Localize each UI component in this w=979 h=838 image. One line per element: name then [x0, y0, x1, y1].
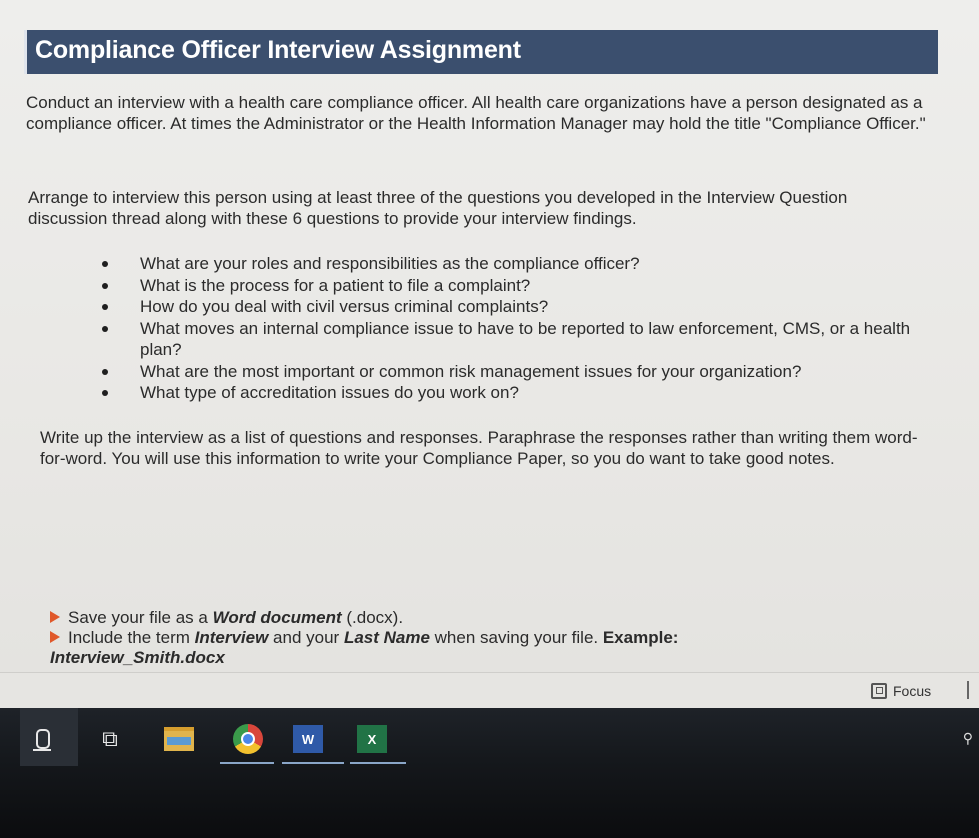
excel-icon: X: [357, 725, 387, 753]
microphone-icon: [36, 729, 50, 749]
arrange-paragraph: Arrange to interview this person using at least three of the questions you developed in the Interview Question discussion thread along with these 6 questions to provide your interview findings.: [28, 188, 848, 228]
excel-active-indicator: [350, 762, 406, 764]
save-instructions: [50, 608, 930, 668]
chrome-icon: [233, 724, 263, 754]
page-title: Compliance Officer Interview Assignment: [35, 36, 521, 64]
bullet-icon: [102, 283, 108, 289]
word-active-indicator: [282, 762, 344, 764]
intro-paragraph: Conduct an interview with a health care compliance officer. All health care organizations have a person designated as a compliance officer. At times the Administrator or the Health Information Manager may hold the title "Compliance Officer.": [26, 93, 926, 133]
instruction-save: Save your file as a Word document (.docx).: [50, 608, 930, 628]
question-list: [98, 253, 918, 404]
excel-button[interactable]: [352, 716, 392, 762]
focus-icon: [871, 683, 887, 699]
file-explorer-button[interactable]: [161, 716, 197, 762]
list-item: What are your roles and responsibilities as the compliance officer?: [98, 253, 918, 275]
list-item: What type of accreditation issues do you work on?: [98, 382, 918, 404]
file-explorer-icon: [164, 727, 194, 751]
word-icon: W: [293, 725, 323, 753]
bullet-icon: [102, 390, 108, 396]
title-banner: [24, 30, 938, 74]
arrow-right-icon: [50, 611, 60, 623]
bullet-icon: [102, 369, 108, 375]
word-button[interactable]: [288, 716, 328, 762]
task-view-icon: ⧉: [102, 726, 118, 751]
scroll-edge: [967, 681, 975, 699]
taskbar: [0, 708, 979, 838]
instruction-name: Include the term Interview and your Last Name when saving your file. Example:: [50, 628, 930, 648]
microphone-button[interactable]: [28, 716, 58, 762]
chrome-button[interactable]: [230, 716, 266, 762]
chrome-active-indicator: [220, 762, 274, 764]
task-view-button[interactable]: [95, 716, 125, 762]
people-icon[interactable]: ⚲: [962, 730, 973, 746]
bullet-icon: [102, 326, 108, 332]
list-item: How do you deal with civil versus criminal complaints?: [98, 296, 918, 318]
example-filename: Interview_Smith.docx: [50, 648, 225, 667]
focus-button[interactable]: Focus: [871, 681, 931, 701]
status-bar: [0, 672, 979, 709]
arrow-right-icon: [50, 631, 60, 643]
list-item: What are the most important or common risk management issues for your organization?: [98, 361, 918, 383]
writeup-paragraph: Write up the interview as a list of questions and responses. Paraphrase the responses rather than writing them word-for-word. You will use this information to write your Compliance Paper, so you do want to take good notes.: [40, 428, 918, 468]
list-item: What is the process for a patient to file a complaint?: [98, 275, 918, 297]
bullet-icon: [102, 304, 108, 310]
bullet-icon: [102, 261, 108, 267]
list-item: What moves an internal compliance issue to have to be reported to law enforcement, CMS, or a health plan?: [98, 318, 918, 361]
